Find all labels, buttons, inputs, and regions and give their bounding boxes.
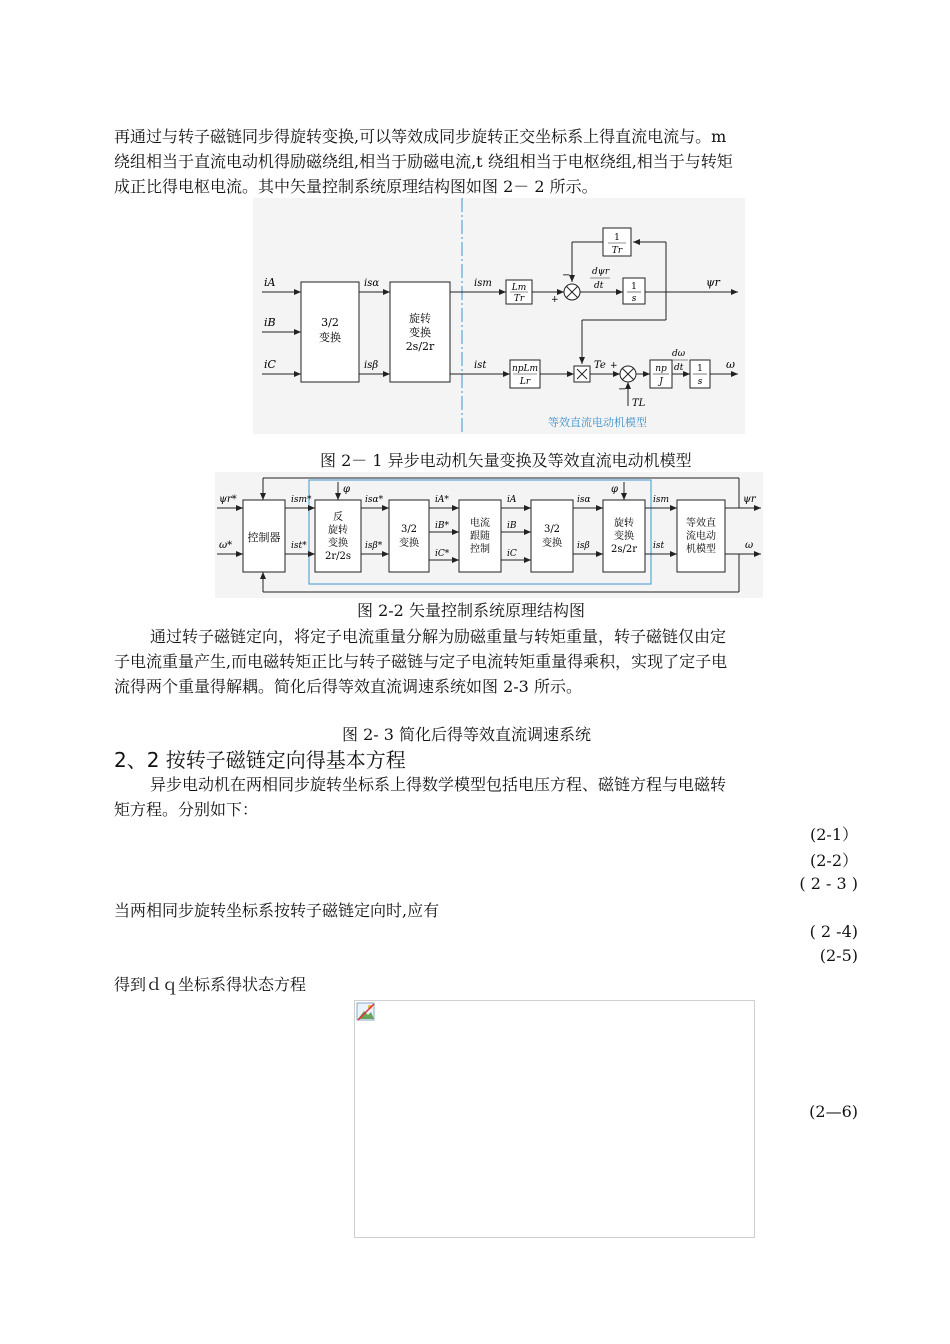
signal-ia-star: iA* xyxy=(435,495,449,505)
gain-lr: Lr xyxy=(519,377,531,387)
missing-equation-image xyxy=(354,1000,755,1238)
inv-rot-label: 2r/2s xyxy=(324,551,352,562)
signal-isalpha: isα xyxy=(364,278,380,289)
t32-label: 3/2 xyxy=(400,524,418,535)
dt-label: dt xyxy=(674,363,684,373)
section-heading: 2、2 按转子磁链定向得基本方程 xyxy=(114,748,406,772)
equation-number: (2-5) xyxy=(819,946,858,965)
input-psi: ψr* xyxy=(219,494,237,505)
signal-ism-star: ism* xyxy=(291,495,312,505)
t32-label: 变换 xyxy=(399,538,419,549)
signal-isalpha: isα xyxy=(577,495,591,505)
angle-phi: φ xyxy=(343,484,351,495)
paragraph-orientation xyxy=(114,898,862,923)
model-label: 等效直流电动机模型 xyxy=(548,416,647,429)
model-label: 等效直 xyxy=(686,518,716,529)
signal-ib-star: iB* xyxy=(435,521,449,531)
figure-2-1-diagram xyxy=(248,196,748,436)
text-line: 绕组相当于直流电动机得励磁绕组,相当于励磁电流,t 绕组相当于电枢绕组,相当于与转矩 xyxy=(114,152,733,171)
equation-number: ( 2 -4) xyxy=(809,922,858,941)
dw-label: dω xyxy=(672,349,686,359)
block-rot-label: 变换 xyxy=(409,326,431,339)
signal-isbeta-star: isβ* xyxy=(365,541,383,551)
angle-phi: φ xyxy=(611,484,619,495)
text-line: 矩方程。分别如下： xyxy=(114,800,259,819)
integrator-2: 1 xyxy=(697,364,703,374)
gain-np: np xyxy=(655,364,667,374)
t32-label: 变换 xyxy=(542,538,562,549)
output-psi: ψr xyxy=(743,494,756,505)
signal-ia: iA xyxy=(264,276,276,289)
follow-label: 控制 xyxy=(470,544,490,555)
text-line: 子电流重量产生,而电磁转矩正比与转子磁链与定子电流转矩重量得乘积，实现了定子电 xyxy=(114,652,728,671)
text-line: 通过转子磁链定向，将定子电流重量分解为励磁重量与转矩重量，转子磁链仅由定 xyxy=(150,627,727,646)
signal-ib: iB xyxy=(507,521,517,531)
signal-te: Te xyxy=(594,360,606,371)
block-32-label: 变换 xyxy=(319,331,341,344)
equation-number: (2-2） xyxy=(809,851,858,870)
output-psi: ψr xyxy=(706,276,720,289)
inv-rot-label: 变换 xyxy=(328,538,348,549)
output-omega: ω xyxy=(726,358,735,371)
signal-ist: ist xyxy=(653,541,665,551)
sign-minus: − xyxy=(618,384,627,395)
signal-tl: TL xyxy=(632,398,646,409)
paragraph-model xyxy=(114,772,862,822)
controller-label: 控制器 xyxy=(247,531,281,544)
signal-ist: ist xyxy=(474,360,487,371)
figure-caption: 图 2－ 1 异步电动机矢量变换及等效直流电动机模型 xyxy=(320,451,692,470)
block-rot-label: 2s/2r xyxy=(405,340,435,353)
dpsi-label: dψr xyxy=(592,267,610,277)
equation-number: ( 2 - 3 ) xyxy=(799,874,858,893)
block-32-label: 3/2 xyxy=(321,316,339,329)
signal-isbeta: isβ xyxy=(364,360,379,371)
feedback-tr: Tr xyxy=(611,246,623,256)
text-line: 当两相同步旋转坐标系按转子磁链定向时,应有 xyxy=(114,901,440,920)
gain-lm: Lm xyxy=(511,283,527,293)
paragraph-state xyxy=(114,972,862,997)
feedback-1: 1 xyxy=(614,233,620,243)
text-line: 得到ｄｑ坐标系得状态方程 xyxy=(114,975,307,994)
equation-number: (2-1） xyxy=(809,825,858,844)
gain-tr: Tr xyxy=(513,294,525,304)
text-line: 异步电动机在两相同步旋转坐标系上得数学模型包括电压方程、磁链方程与电磁转 xyxy=(150,775,727,794)
text-line: 流得两个重量得解耦。简化后得等效直流调速系统如图 2-3 所示。 xyxy=(114,677,582,696)
signal-ia: iA xyxy=(507,495,517,505)
paragraph-intro xyxy=(114,124,862,199)
signal-ib: iB xyxy=(264,316,276,329)
input-omega: ω* xyxy=(219,540,233,551)
signal-ic: iC xyxy=(507,549,517,559)
sign-plus: + xyxy=(551,295,559,305)
inv-rot-label: 旋转 xyxy=(328,525,348,536)
paragraph-decoupling xyxy=(114,624,862,699)
model-label: 机模型 xyxy=(686,544,716,555)
text-line: 再通过与转子磁链同步得旋转变换,可以等效成同步旋转正交坐标系上得直流电流与。m xyxy=(114,127,727,146)
equation-number: (2—6) xyxy=(809,1102,858,1121)
integrator-1: 1 xyxy=(631,282,637,292)
signal-ism: ism xyxy=(653,495,670,505)
signal-ic: iC xyxy=(264,358,276,371)
signal-isbeta: isβ xyxy=(577,541,590,551)
rot-label: 2s/2r xyxy=(610,544,638,555)
sign-plus: + xyxy=(610,361,618,371)
figure-caption: 图 2- 3 简化后得等效直流调速系统 xyxy=(342,725,592,744)
rot-label: 旋转 xyxy=(614,518,634,529)
text-line: 成正比得电枢电流。其中矢量控制系统原理结构图如图 2－ 2 所示。 xyxy=(114,177,598,196)
figure-2-2-diagram xyxy=(215,472,763,598)
signal-ist-star: ist* xyxy=(291,541,307,551)
block-rot-label: 旋转 xyxy=(409,312,431,325)
signal-isalpha-star: isα* xyxy=(365,495,384,505)
integrator-s: s xyxy=(697,377,703,387)
rot-label: 变换 xyxy=(614,531,634,542)
inv-rot-label: 反 xyxy=(333,512,343,523)
sign-minus: − xyxy=(562,270,571,281)
t32-label: 3/2 xyxy=(543,524,561,535)
follow-label: 跟随 xyxy=(470,531,490,542)
integrator-s: s xyxy=(631,294,637,304)
gain-j: J xyxy=(659,377,663,387)
model-label: 流电动 xyxy=(686,531,716,542)
figure-caption: 图 2-2 矢量控制系统原理结构图 xyxy=(357,601,585,620)
output-omega: ω xyxy=(745,540,754,551)
gain-nplm: npLm xyxy=(511,364,539,374)
signal-ism: ism xyxy=(474,278,492,289)
broken-image-icon xyxy=(356,1002,376,1022)
follow-label: 电流 xyxy=(470,518,490,529)
signal-ic-star: iC* xyxy=(435,549,450,559)
dt-label: dt xyxy=(594,281,604,291)
